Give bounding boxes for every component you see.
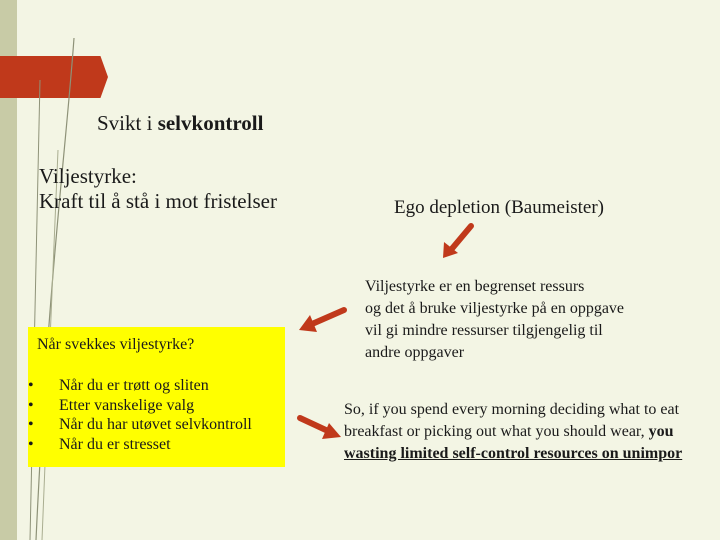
list-item xyxy=(28,415,252,435)
arrow-left-icon xyxy=(296,305,348,335)
english-line: wasting limited self-control resources on unimpor xyxy=(344,445,683,462)
list-item-text: Når du er trøtt og sliten xyxy=(59,377,209,394)
english-line-bold: you xyxy=(648,423,674,440)
bullet-icon: • xyxy=(28,416,34,433)
list-item-text: Når du har utøvet selvkontroll xyxy=(59,416,252,433)
description-line: Viljestyrke er en begrenset ressurs xyxy=(365,278,585,295)
list-item xyxy=(28,435,252,455)
bullet-icon: • xyxy=(28,435,34,453)
accent-tab xyxy=(0,56,108,98)
willpower-block xyxy=(39,164,277,214)
english-line xyxy=(344,421,720,443)
description-line: og det å bruke viljestyrke på en oppgave xyxy=(365,300,625,317)
bullet-icon: • xyxy=(28,377,34,394)
arrow-down-left-icon xyxy=(440,222,476,260)
english-line-plain: breakfast or picking out what you should wear, xyxy=(344,423,649,440)
highlight-box-list xyxy=(28,376,252,454)
slide-title xyxy=(97,111,263,136)
arrow-right-icon xyxy=(296,412,344,442)
highlight-box-title: Når svekkes viljestyrke? xyxy=(37,336,195,353)
list-item xyxy=(28,396,252,416)
willpower-heading: Viljestyrke: xyxy=(39,164,137,188)
title-bold: selvkontroll xyxy=(157,111,264,135)
description-line: andre oppgaver xyxy=(365,344,465,361)
list-item-text: Etter vanskelige valg xyxy=(59,396,195,414)
english-line: So, if you spend every morning deciding what to eat xyxy=(344,401,680,418)
bullet-icon: • xyxy=(28,396,34,414)
ego-depletion-description xyxy=(365,276,685,364)
list-item xyxy=(28,376,252,396)
description-line: vil gi mindre ressurser tilgjengelig til xyxy=(365,322,603,339)
willpower-definition: Kraft til å stå i mot fristelser xyxy=(39,189,277,213)
list-item-text: Når du er stresset xyxy=(59,435,171,453)
english-quote xyxy=(344,399,720,465)
ego-depletion-heading: Ego depletion (Baumeister) xyxy=(394,197,604,218)
highlight-box xyxy=(28,327,285,467)
title-prefix: Svikt i xyxy=(97,111,158,135)
